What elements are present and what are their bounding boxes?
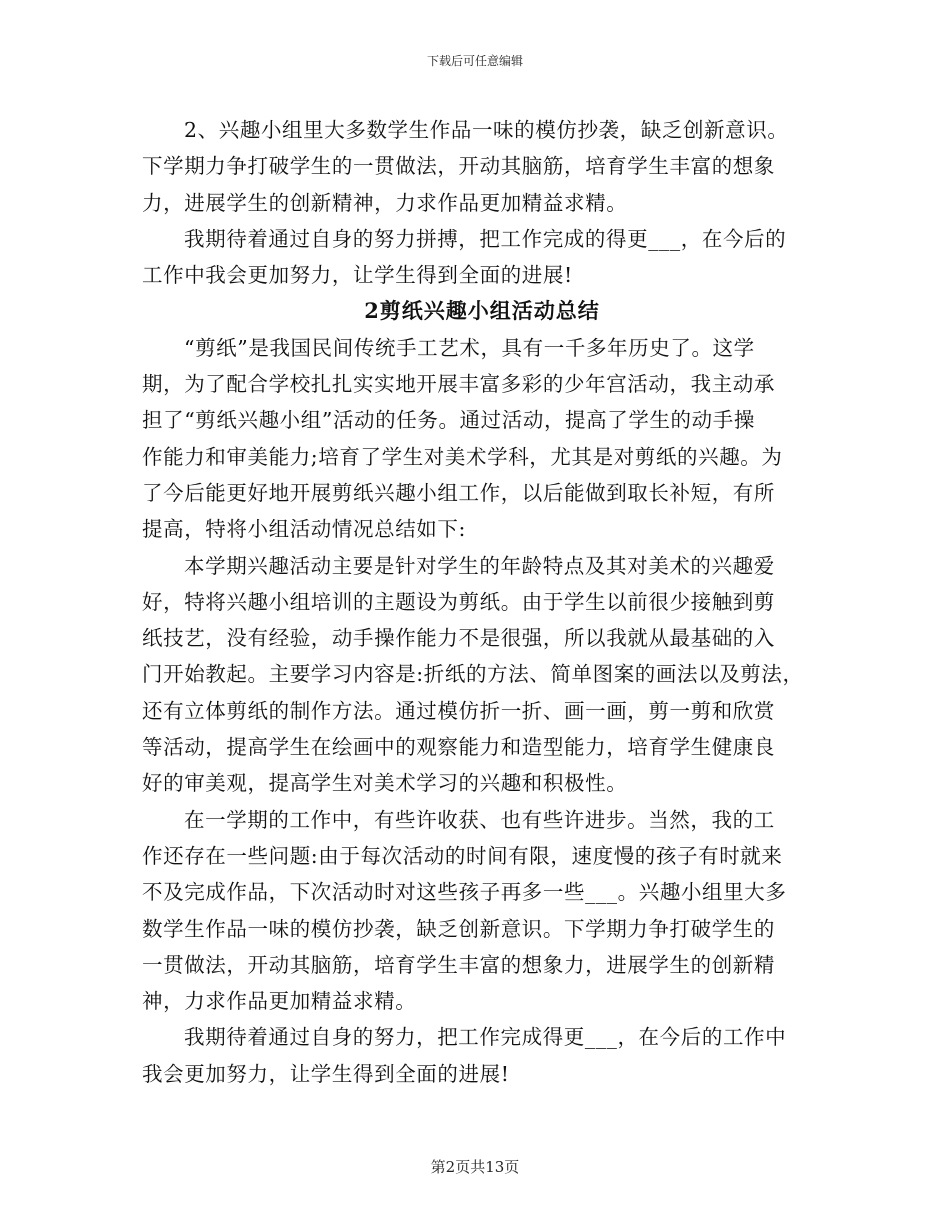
text-line: 等活动，提高学生在绘画中的观察能力和造型能力，培育学生健康良 [142, 735, 775, 760]
text-line: 神，力求作品更加精益求精。 [142, 989, 417, 1014]
page-footer: 第2页共13页 [430, 1158, 520, 1176]
text-line: 一贯做法，开动其脑筋，培育学生丰富的想象力，进展学生的创新精 [142, 952, 775, 977]
section-title: 2剪纸兴趣小组活动总结 [364, 298, 600, 324]
text-line: 好的审美观，提高学生对美术学习的兴趣和积极性。 [142, 771, 628, 796]
text-line: 不及完成作品，下次活动时对这些孩子再多一些___。兴趣小组里大多 [142, 880, 787, 905]
text-line: 提高，特将小组活动情况总结如下: [142, 517, 467, 542]
document-body [142, 112, 822, 1092]
page-header: 下载后可任意编辑 [426, 54, 523, 68]
text-line: 期，为了配合学校扎扎实实地开展丰富多彩的少年宫活动，我主动承 [142, 372, 775, 397]
text-line: 纸技艺，没有经验，动手操作能力不是很强，所以我就从最基础的入 [142, 626, 775, 651]
text-line: 了今后能更好地开展剪纸兴趣小组工作，以后能做到取长补短，有所 [142, 480, 775, 505]
text-line: 数学生作品一味的模仿抄袭，缺乏创新意识。下学期力争打破学生的 [142, 916, 775, 941]
text-line: 2、兴趣小组里大多数学生作品一味的模仿抄袭，缺乏创新意识。 [184, 118, 789, 142]
text-line: 好，特将兴趣小组培训的主题设为剪纸。由于学生以前很少接触到剪 [142, 589, 775, 614]
text-line: 下学期力争打破学生的一贯做法，开动其脑筋，培育学生丰富的想象 [142, 154, 775, 179]
text-line: 我期待着通过自身的努力，把工作完成得更___，在今后的工作中 [184, 1025, 787, 1050]
text-line: 作能力和审美能力;培育了学生对美术学科，尤其是对剪纸的兴趣。为 [142, 444, 783, 469]
text-line: 担了“剪纸兴趣小组”活动的任务。通过活动，提高了学生的动手操 [142, 408, 755, 433]
text-line: 还有立体剪纸的制作方法。通过模仿折一折、画一画，剪一剪和欣赏 [142, 698, 775, 723]
text-line: 力，进展学生的创新精神，力求作品更加精益求精。 [142, 190, 628, 215]
text-line: 工作中我会更加努力，让学生得到全面的进展! [142, 263, 573, 288]
text-line: 作还存在一些问题:由于每次活动的时间有限，速度慢的孩子有时就来 [142, 843, 783, 868]
text-line: 我会更加努力，让学生得到全面的进展! [142, 1061, 510, 1086]
text-line: 我期待着通过自身的努力拼搏，把工作完成的得更___，在今后的 [184, 226, 787, 251]
text-line: “剪纸”是我国民间传统手工艺术，具有一千多年历史了。这学 [184, 335, 755, 360]
text-line: 本学期兴趣活动主要是针对学生的年龄特点及其对美术的兴趣爱 [184, 553, 775, 578]
text-line: 在一学期的工作中，有些许收获、也有些许进步。当然，我的工 [184, 807, 775, 832]
text-line: 门开始教起。主要学习内容是:折纸的方法、简单图案的画法以及剪法， [142, 662, 804, 687]
